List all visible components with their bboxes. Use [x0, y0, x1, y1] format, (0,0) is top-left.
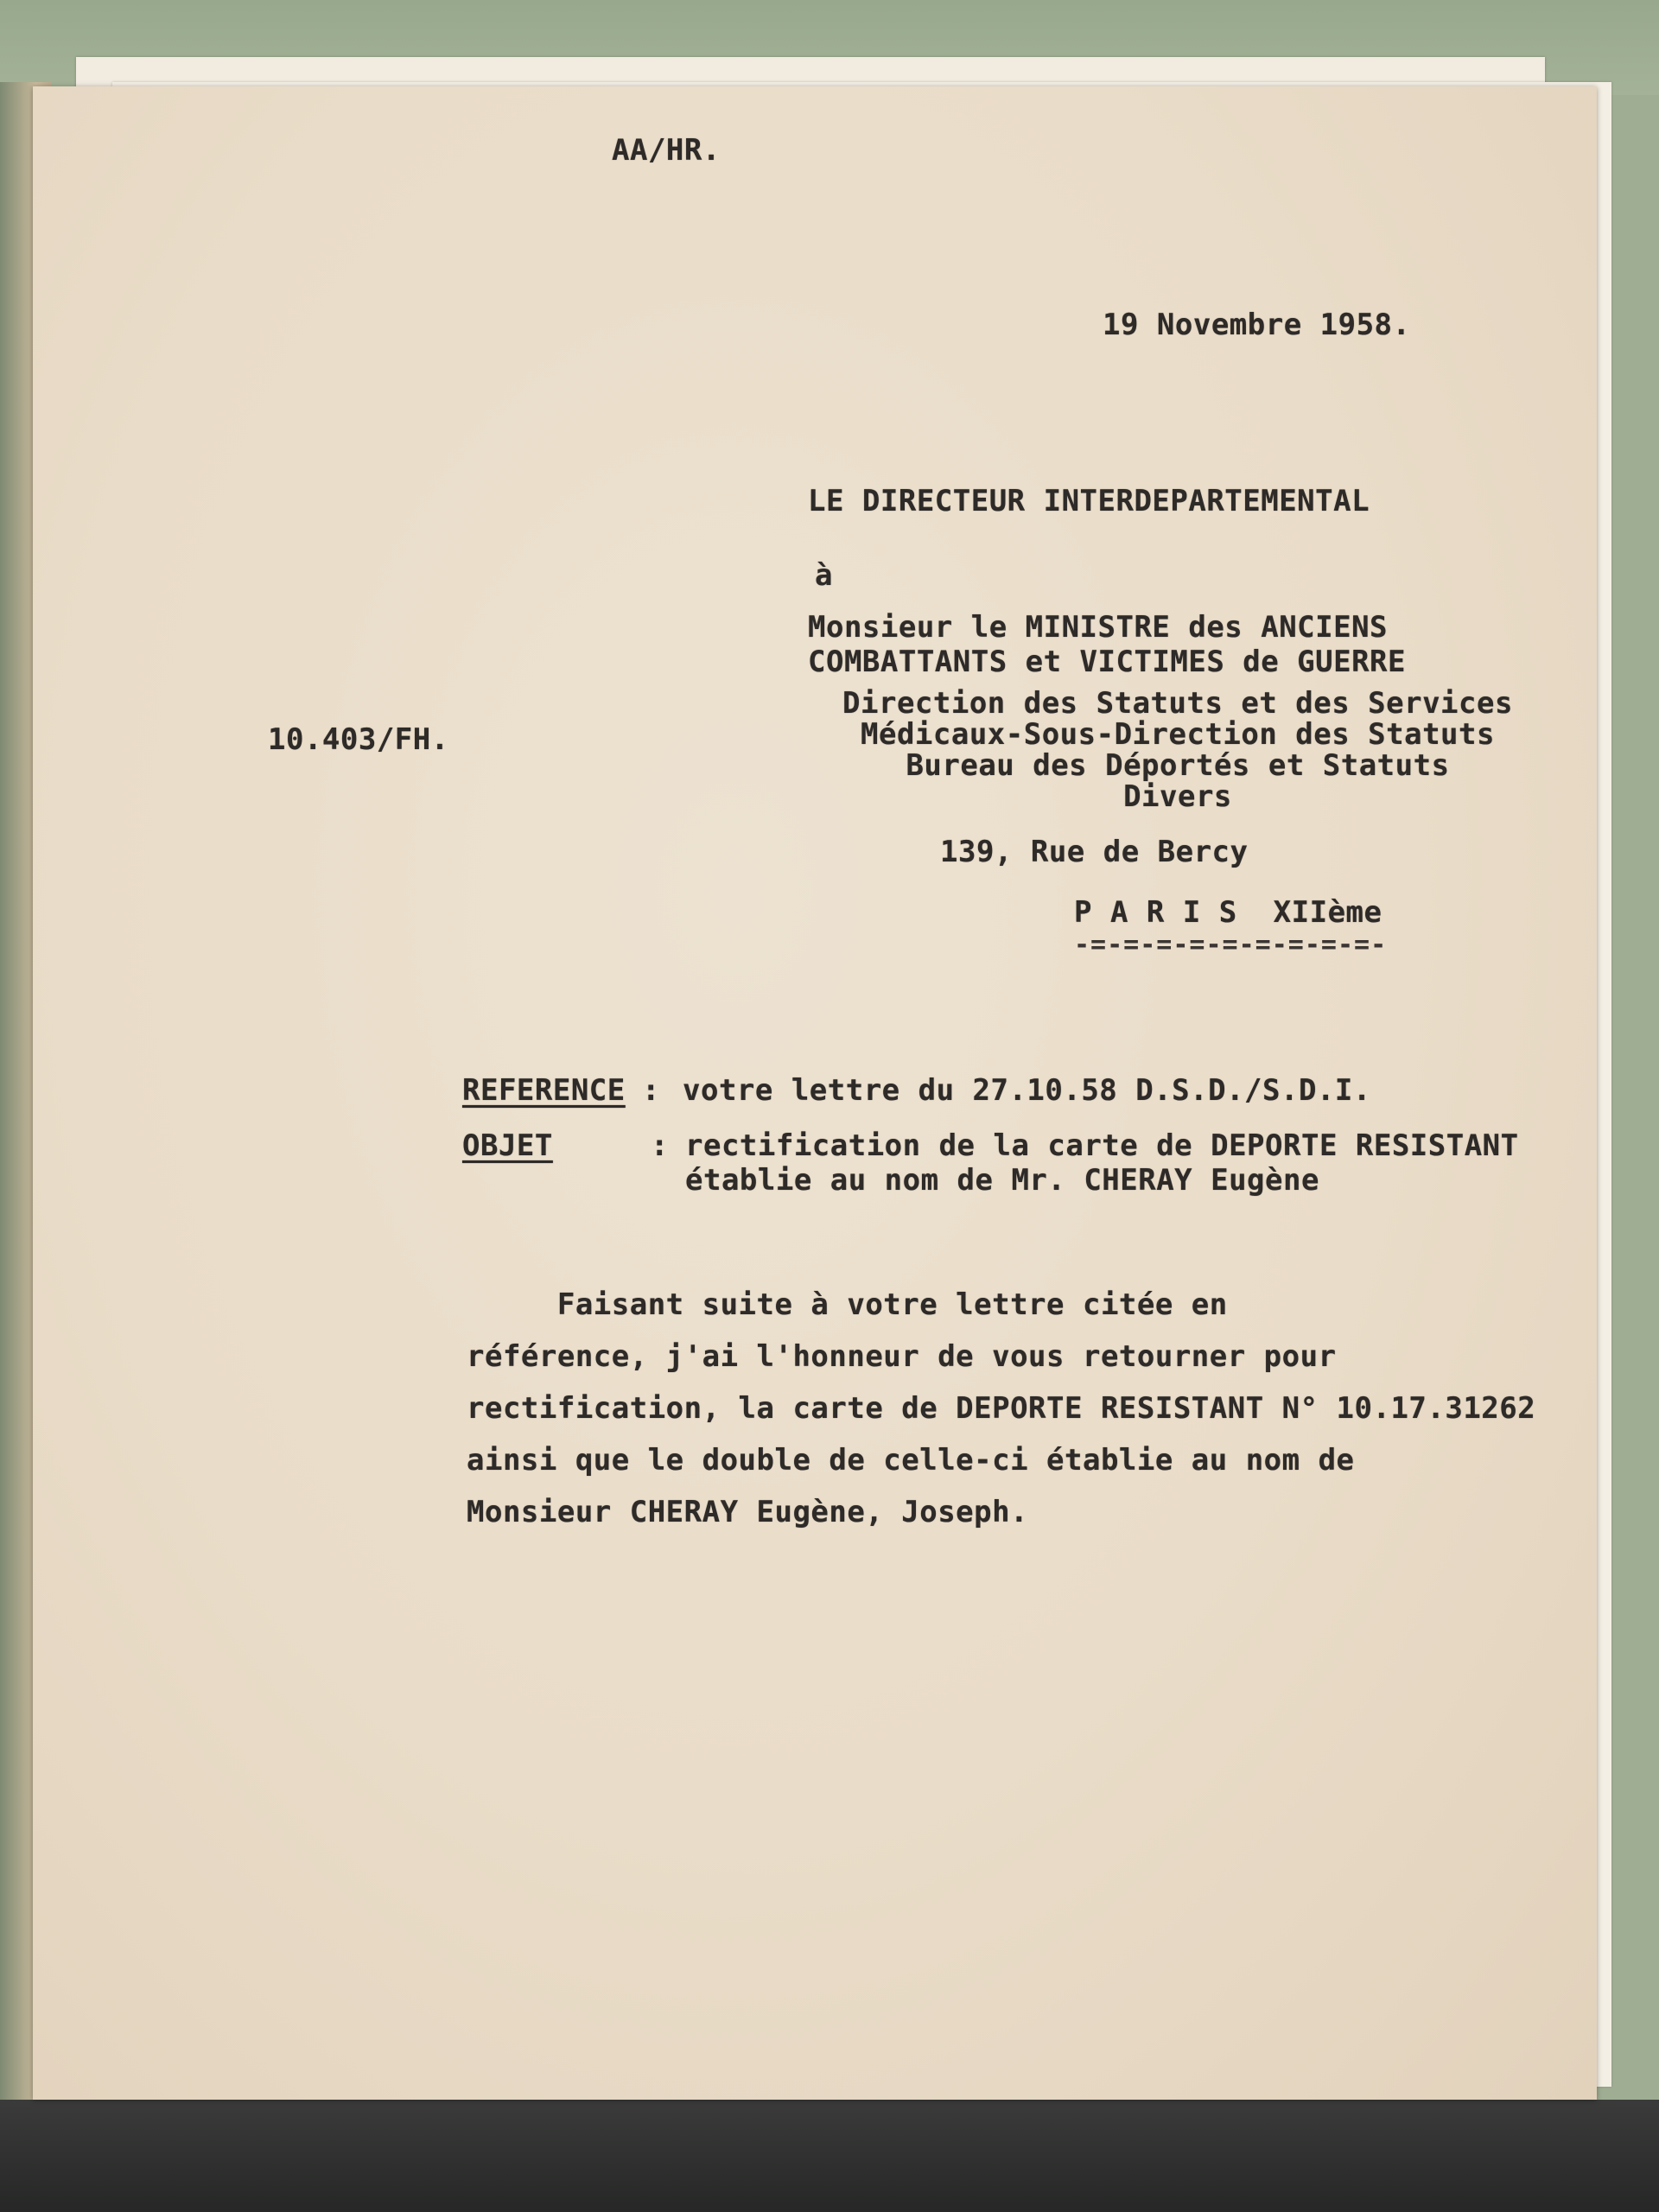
subject-line: rectification de la carte de DEPORTE RESISTANT [685, 1128, 1519, 1163]
department-line: Bureau des Déportés et Statuts [906, 748, 1450, 783]
body-line: Faisant suite à votre lettre citée en [467, 1287, 1228, 1322]
city-underline: -=-=-=-=-=-=-=-=-=- [1074, 930, 1388, 960]
street-address: 139, Rue de Bercy [940, 835, 1249, 869]
reference-separator: : [642, 1073, 660, 1108]
reference-label: REFERENCE [462, 1073, 626, 1108]
recipient-line: COMBATTANTS et VICTIMES de GUERRE [808, 645, 1407, 679]
department-line: Divers [1123, 779, 1232, 814]
table-surface [0, 2100, 1659, 2212]
body-line: Monsieur CHERAY Eugène, Joseph. [467, 1495, 1029, 1529]
subject-label: OBJET [462, 1128, 553, 1163]
initials: AA/HR. [612, 133, 721, 168]
reference-text: votre lettre du 27.10.58 D.S.D./S.D.I. [683, 1073, 1371, 1108]
sender-title: LE DIRECTEUR INTERDEPARTEMENTAL [808, 484, 1370, 518]
subject-line: établie au nom de Mr. CHERAY Eugène [685, 1163, 1319, 1198]
letter-date: 19 Novembre 1958. [1103, 308, 1411, 342]
body-line: ainsi que le double de celle-ci établie au nom de [467, 1443, 1355, 1478]
body-line: rectification, la carte de DEPORTE RESISTANT N° 10.17.31262 [467, 1391, 1536, 1426]
to-word: à [815, 558, 833, 593]
department-line: Direction des Statuts et des Services [842, 686, 1513, 721]
body-line: référence, j'ai l'honneur de vous retourner pour [467, 1339, 1337, 1374]
recipient-line: Monsieur le MINISTRE des ANCIENS [808, 610, 1389, 645]
subject-separator: : [651, 1128, 669, 1163]
department-line: Médicaux-Sous-Direction des Statuts [861, 717, 1495, 752]
letter-page [33, 86, 1597, 2100]
city: P A R I S XIIème [1074, 895, 1382, 930]
file-reference: 10.403/FH. [268, 722, 449, 757]
